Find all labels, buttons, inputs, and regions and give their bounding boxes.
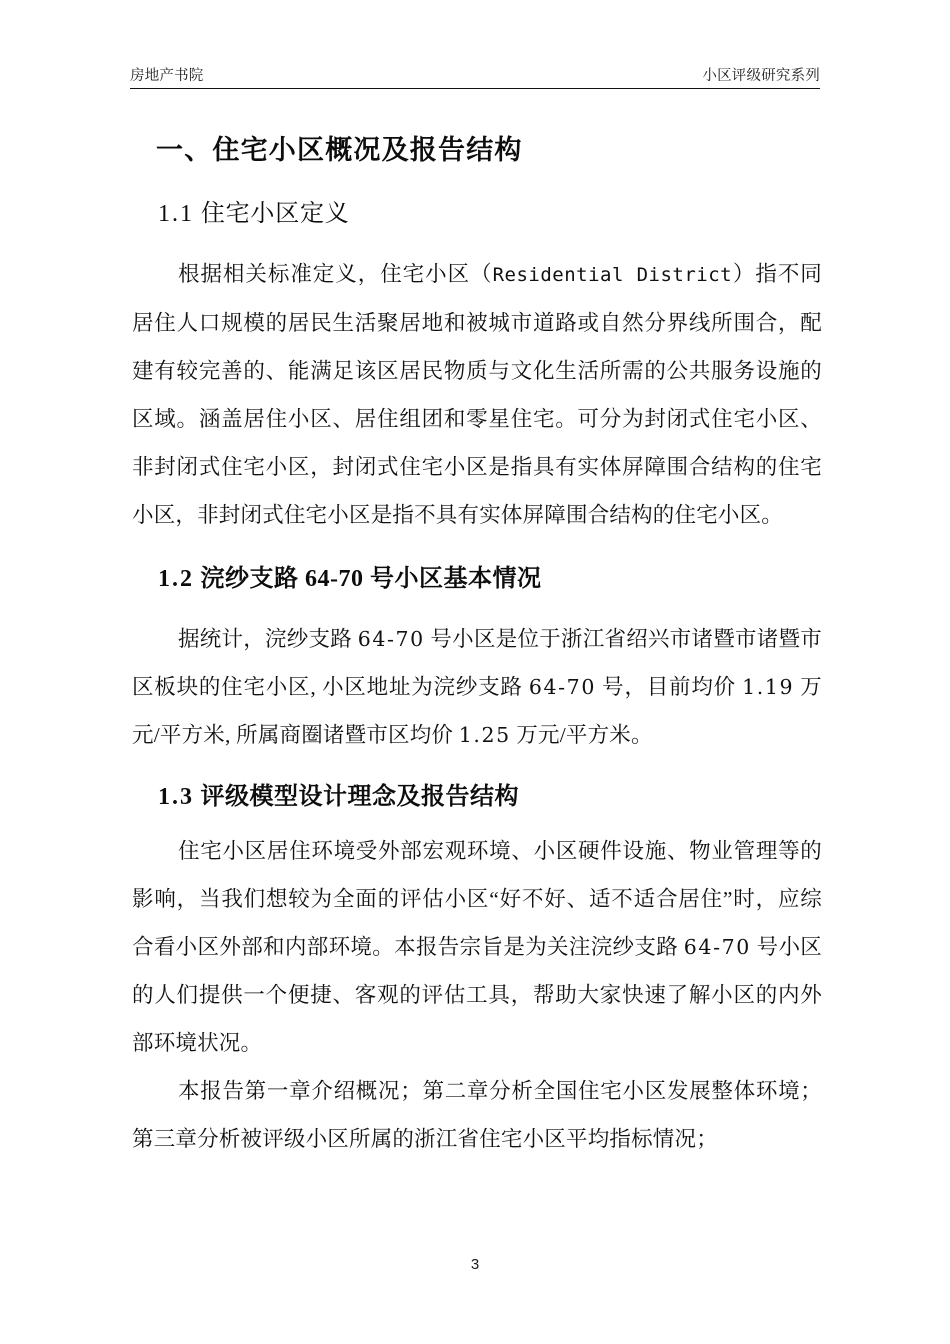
paragraph-segment: 号小区是位于浙江省绍兴市诸暨市诸暨市区板块的住宅小区, 小区地址为浣纱支路 [132, 627, 822, 699]
paragraph-segment: 住宅小区居住环境受外部宏观环境、小区硬件设施、物业管理等的影响，当我们想较为全面的评估小区“好不好、适不适合居住”时，应综合看小区外部和内部环境。本报告宗旨是为关注浣纱支路 [132, 839, 822, 959]
paragraph-segment: 万元/平方米, 所属商圈诸暨市区均价 [132, 675, 822, 747]
paragraph-text-tail: ）指不同居住人口规模的居民生活聚居地和被城市道路或自然分界线所围合，配建有较完善的、能满足该区居民物质与文化生活所需的公共服务设施的区域。涵盖居住小区、居住组团和零星住宅。可分为封闭式住宅小区、非封闭式住宅小区，封闭式住宅小区是指具有实体屏障围合结构的住宅小区，非封闭式住宅小区是指不具有实体屏障围合结构的住宅小区。 [132, 262, 822, 527]
spacer [132, 815, 822, 827]
latin-term-residential-district: Residential District [492, 264, 733, 286]
paragraph-segment: 号，目前均价 [595, 675, 743, 699]
section-heading-1-1 [132, 196, 822, 232]
paragraph-1-3-b: 本报告第一章介绍概况；第二章分析全国住宅小区发展整体环境；第三章分析被评级小区所属的浙江省住宅小区平均指标情况； [132, 1079, 822, 1151]
section-title-1-1: 住宅小区定义 [200, 201, 350, 227]
running-header [130, 66, 820, 86]
page-number: 3 [470, 1256, 480, 1273]
section-number-1-2: 1.2 [158, 566, 194, 592]
chapter-heading: 一、住宅小区概况及报告结构 [156, 135, 523, 165]
spacer [132, 539, 822, 561]
address-range-1: 64-70 [357, 627, 425, 651]
community-avg-price: 1.19 [742, 675, 795, 699]
header-divider [130, 88, 820, 89]
paragraph-text-lead: 根据相关标准定义，住宅小区（ [178, 262, 493, 286]
header-right-title: 小区评级研究系列 [702, 68, 820, 84]
address-range-3: 64-70 [683, 935, 751, 959]
paragraph-segment: 据统计，浣纱支路 [178, 627, 358, 651]
paragraph-1-1 [132, 250, 822, 539]
header-left-title: 房地产书院 [130, 68, 204, 84]
section-heading-1-2 [132, 561, 822, 597]
page-footer [0, 1256, 950, 1273]
address-range-2: 64-70 [528, 675, 596, 699]
paragraph-1-3-a [132, 827, 822, 1067]
section-number-1-3: 1.3 [158, 784, 194, 810]
section-heading-1-3 [132, 779, 822, 815]
paragraph-segment: 万元/平方米。 [510, 723, 653, 747]
spacer [132, 232, 822, 250]
spacer [132, 597, 822, 615]
spacer [132, 759, 822, 779]
spacer [132, 170, 822, 196]
section-number-1-1: 1.1 [158, 201, 194, 227]
page-body [132, 112, 822, 1163]
district-avg-price: 1.25 [458, 723, 511, 747]
section-title-1-2: 浣纱支路 64-70 号小区基本情况 [200, 566, 542, 592]
section-title-1-3: 评级模型设计理念及报告结构 [200, 784, 519, 810]
paragraph-1-2 [132, 615, 822, 759]
paragraph-segment: 号小区的人们提供一个便捷、客观的评估工具，帮助大家快速了解小区的内外部环境状况。 [132, 935, 822, 1055]
